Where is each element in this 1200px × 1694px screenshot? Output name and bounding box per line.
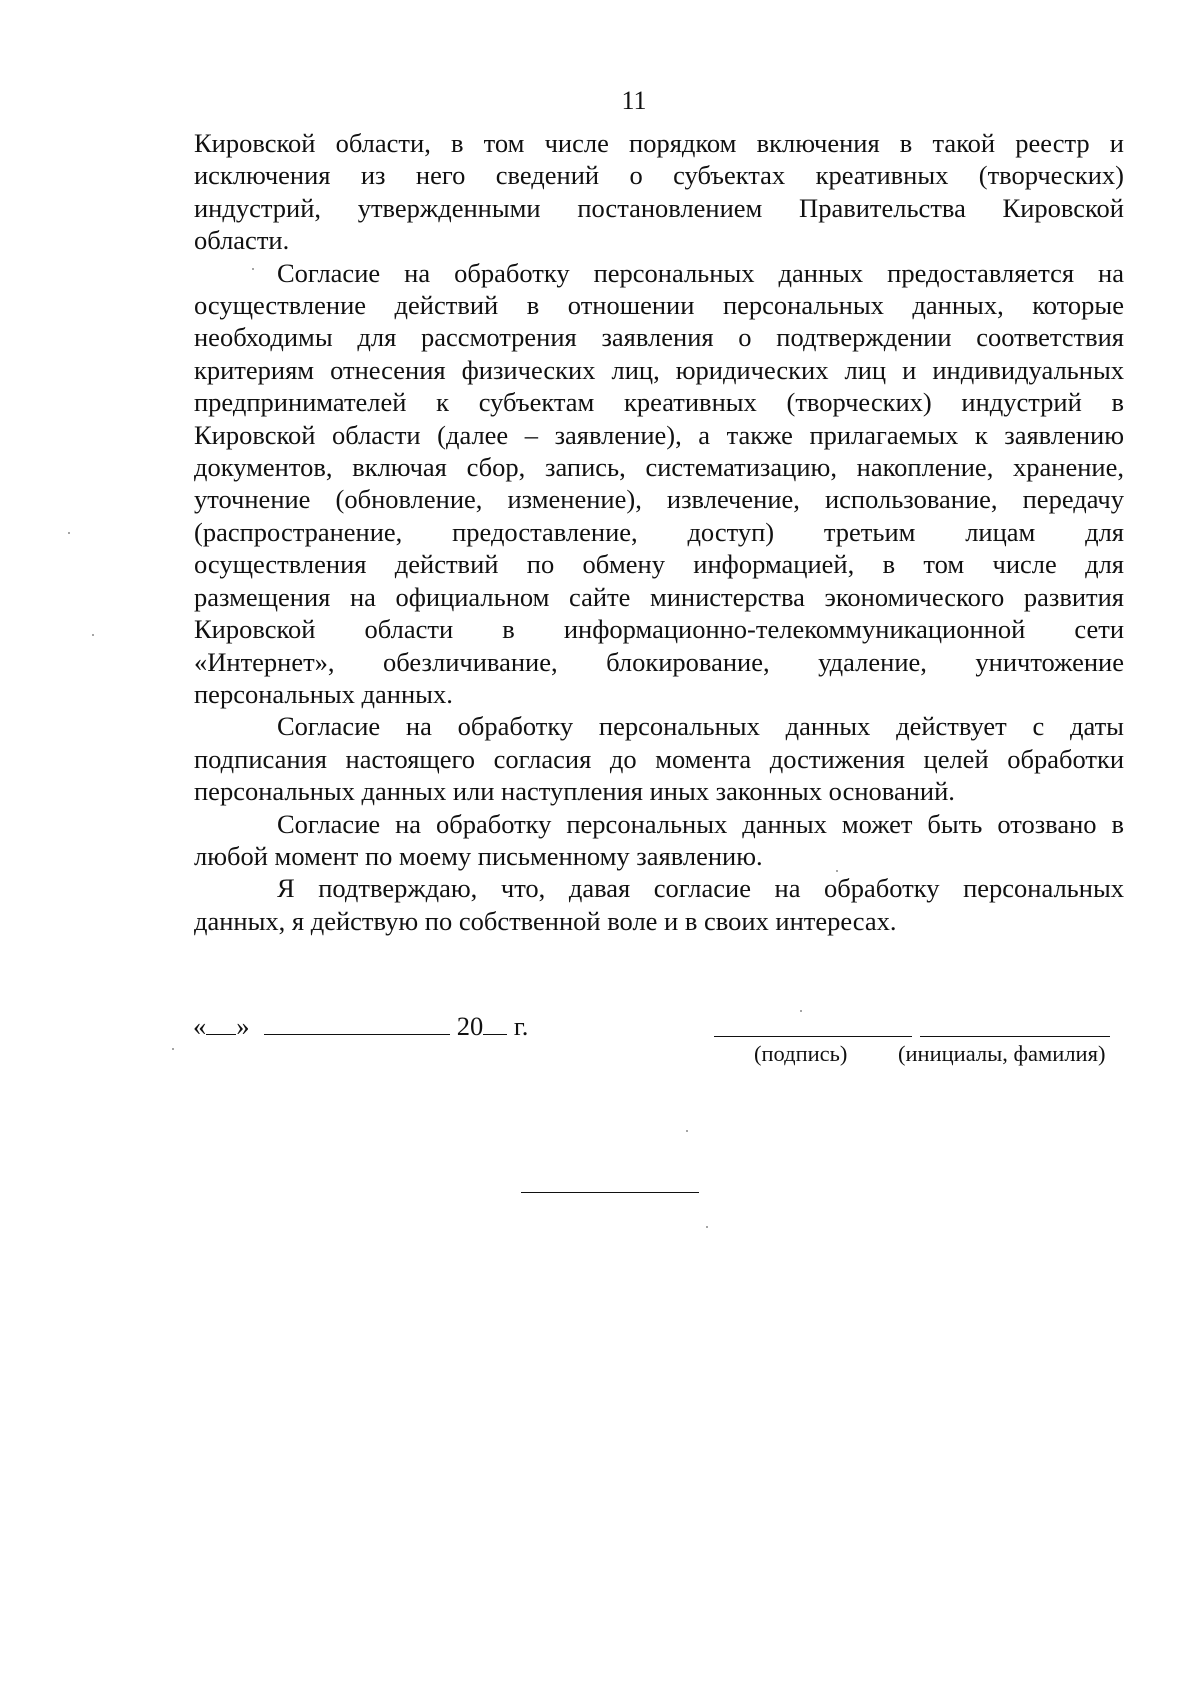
date-open-quote: «: [193, 1011, 207, 1041]
year-blank: [483, 1008, 507, 1035]
text-line: Я подтверждаю, что, давая согласие на обработку персональных: [277, 873, 1124, 904]
year-prefix: 20: [456, 1011, 484, 1041]
text-line: уточнение (обновление, изменение), извлечение, использование, передачу: [194, 484, 1124, 515]
scan-speck: [800, 1010, 802, 1012]
scan-speck: [706, 1226, 708, 1228]
scan-speck: [836, 870, 838, 872]
scan-speck: [92, 634, 94, 636]
text-line: предпринимателей к субъектам креативных (творческих) индустрий в: [194, 387, 1124, 418]
text-line: критериям отнесения физических лиц, юридических лиц и индивидуальных: [194, 354, 1124, 385]
name-caption: (инициалы, фамилия): [898, 1041, 1106, 1066]
text-line: Согласие на обработку персональных данных может быть отозвано в: [277, 808, 1124, 839]
text-line: «Интернет», обезличивание, блокирование, удаление, уничтожение: [194, 646, 1124, 677]
text-line: необходимы для рассмотрения заявления о подтверждении соответствия: [194, 322, 1124, 353]
paragraph-consent-scope: [194, 257, 1124, 711]
text-line: осуществление действий в отношении персональных данных, которые: [194, 290, 1124, 321]
text-line: (распространение, предоставление, доступ) третьим лицам для: [194, 516, 1124, 547]
year-suffix: г.: [513, 1011, 529, 1041]
end-of-document-line: [521, 1192, 699, 1193]
text-line: подписания настоящего согласия до момента достижения целей обработки: [194, 743, 1124, 774]
text-line: любой момент по моему письменному заявлению.: [194, 840, 763, 871]
month-blank: [264, 1008, 450, 1035]
text-line: индустрий, утвержденными постановлением Правительства Кировской: [194, 192, 1124, 223]
text-line: документов, включая сбор, запись, систематизацию, накопление, хранение,: [194, 452, 1124, 483]
text-line: Согласие на обработку персональных данных действует с даты: [277, 711, 1124, 742]
document-body: [194, 127, 1124, 937]
signature-line: [714, 1036, 912, 1037]
text-line: области.: [194, 225, 290, 256]
signature-caption: (подпись): [754, 1041, 848, 1066]
scan-speck: [252, 268, 254, 270]
text-line: Согласие на обработку персональных данных предоставляется на: [277, 257, 1124, 288]
text-line: размещения на официальном сайте министерства экономического развития: [194, 581, 1124, 612]
scan-speck: [68, 532, 70, 534]
text-line: Кировской области, в том числе порядком включения в такой реестр и: [194, 128, 1124, 158]
paragraph-confirmation: [194, 872, 1124, 937]
text-line: исключения из него сведений о субъектах креативных (творческих): [194, 160, 1124, 191]
text-line: Кировской области (далее – заявление), а также прилагаемых к заявлению: [194, 419, 1124, 450]
scan-speck: [172, 1048, 174, 1050]
paragraph-registry-continuation: [194, 127, 1124, 257]
paragraph-consent-revocation: [194, 808, 1124, 873]
scan-speck: [686, 1130, 688, 1132]
text-line: осуществления действий по обмену информацией, в том числе для: [194, 549, 1124, 580]
text-line: Кировской области в информационно-телекоммуникационной сети: [194, 614, 1124, 645]
text-line: персональных данных.: [194, 678, 453, 709]
paragraph-consent-validity: [194, 710, 1124, 807]
date-field: [193, 1008, 528, 1042]
date-close-quote: »: [236, 1011, 250, 1041]
page-number: 11: [621, 86, 647, 115]
text-line: персональных данных или наступления иных законных оснований.: [194, 776, 955, 807]
text-line: данных, я действую по собственной воле и в своих интересах.: [194, 905, 897, 936]
name-line: [920, 1036, 1110, 1037]
day-blank: [206, 1008, 236, 1035]
